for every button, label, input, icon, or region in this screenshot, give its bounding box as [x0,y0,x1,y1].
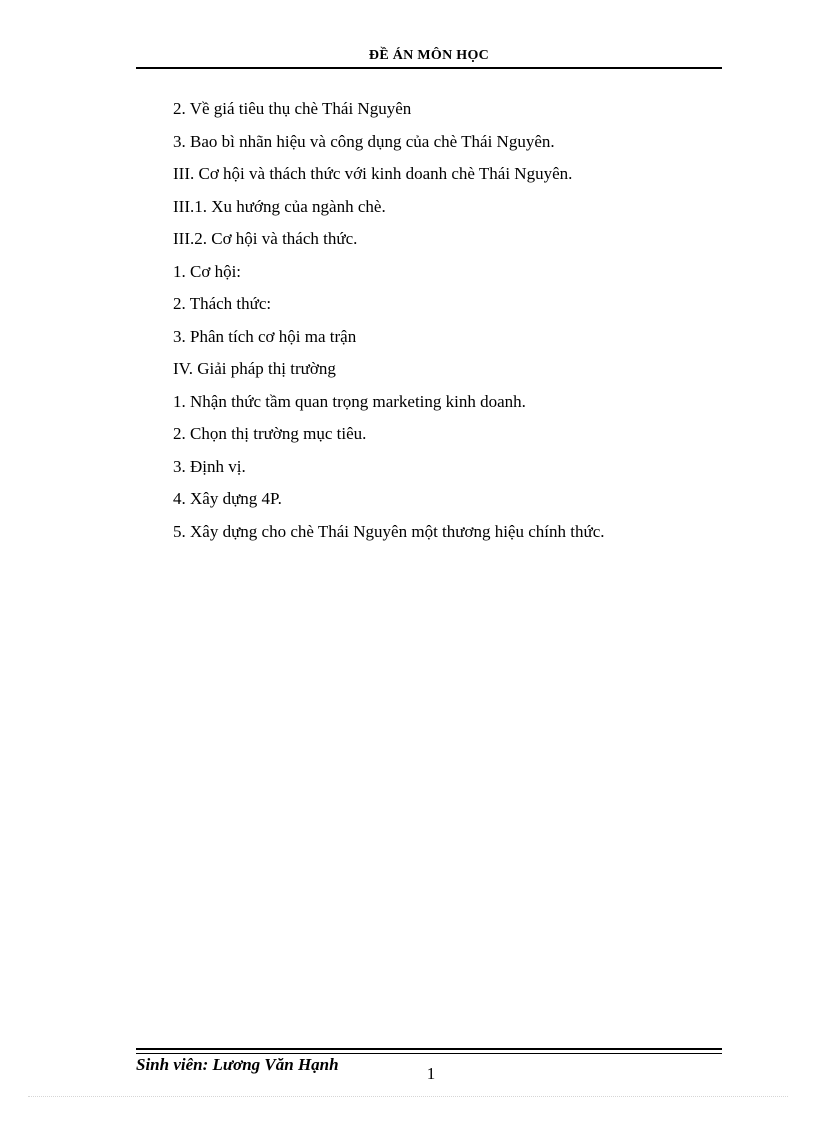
table-of-contents [173,93,733,548]
toc-item: IV. Giải pháp thị trường [173,359,336,378]
toc-item: 2. Thách thức: [173,294,272,313]
toc-item: 2. Về giá tiêu thụ chè Thái Nguyên [173,99,412,118]
toc-item: 1. Cơ hội: [173,261,242,281]
toc-item: III. Cơ hội và thách thức với kinh doanh chè Thái Nguyên. [173,164,573,183]
toc-item: 4. Xây dựng 4P. [173,489,282,508]
toc-item: 5. Xây dựng cho chè Thái Nguyên một thương hiệu chính thức. [173,521,605,541]
footer-rule-thin [136,1053,722,1054]
page-number: 1 [426,1064,436,1083]
toc-item: 1. Nhận thức tầm quan trọng marketing kinh doanh. [173,391,526,411]
toc-item: III.1. Xu hướng của ngành chè. [173,196,386,216]
toc-item: III.2. Cơ hội và thách thức. [173,229,358,248]
toc-item: 3. Bao bì nhãn hiệu và công dụng của chè Thái Nguyên. [173,131,555,151]
toc-item: 2. Chọn thị trường mục tiêu. [173,424,367,443]
footer-rule [136,1048,722,1050]
footer-author: Sinh viên: Lương Văn Hạnh [136,1055,339,1074]
toc-item: 3. Định vị. [173,456,246,476]
header-rule [136,67,722,69]
toc-item: 3. Phân tích cơ hội ma trận [173,326,357,346]
page-header-title: ĐỀ ÁN MÔN HỌC [368,48,490,63]
page-boundary-dots [28,1096,788,1097]
